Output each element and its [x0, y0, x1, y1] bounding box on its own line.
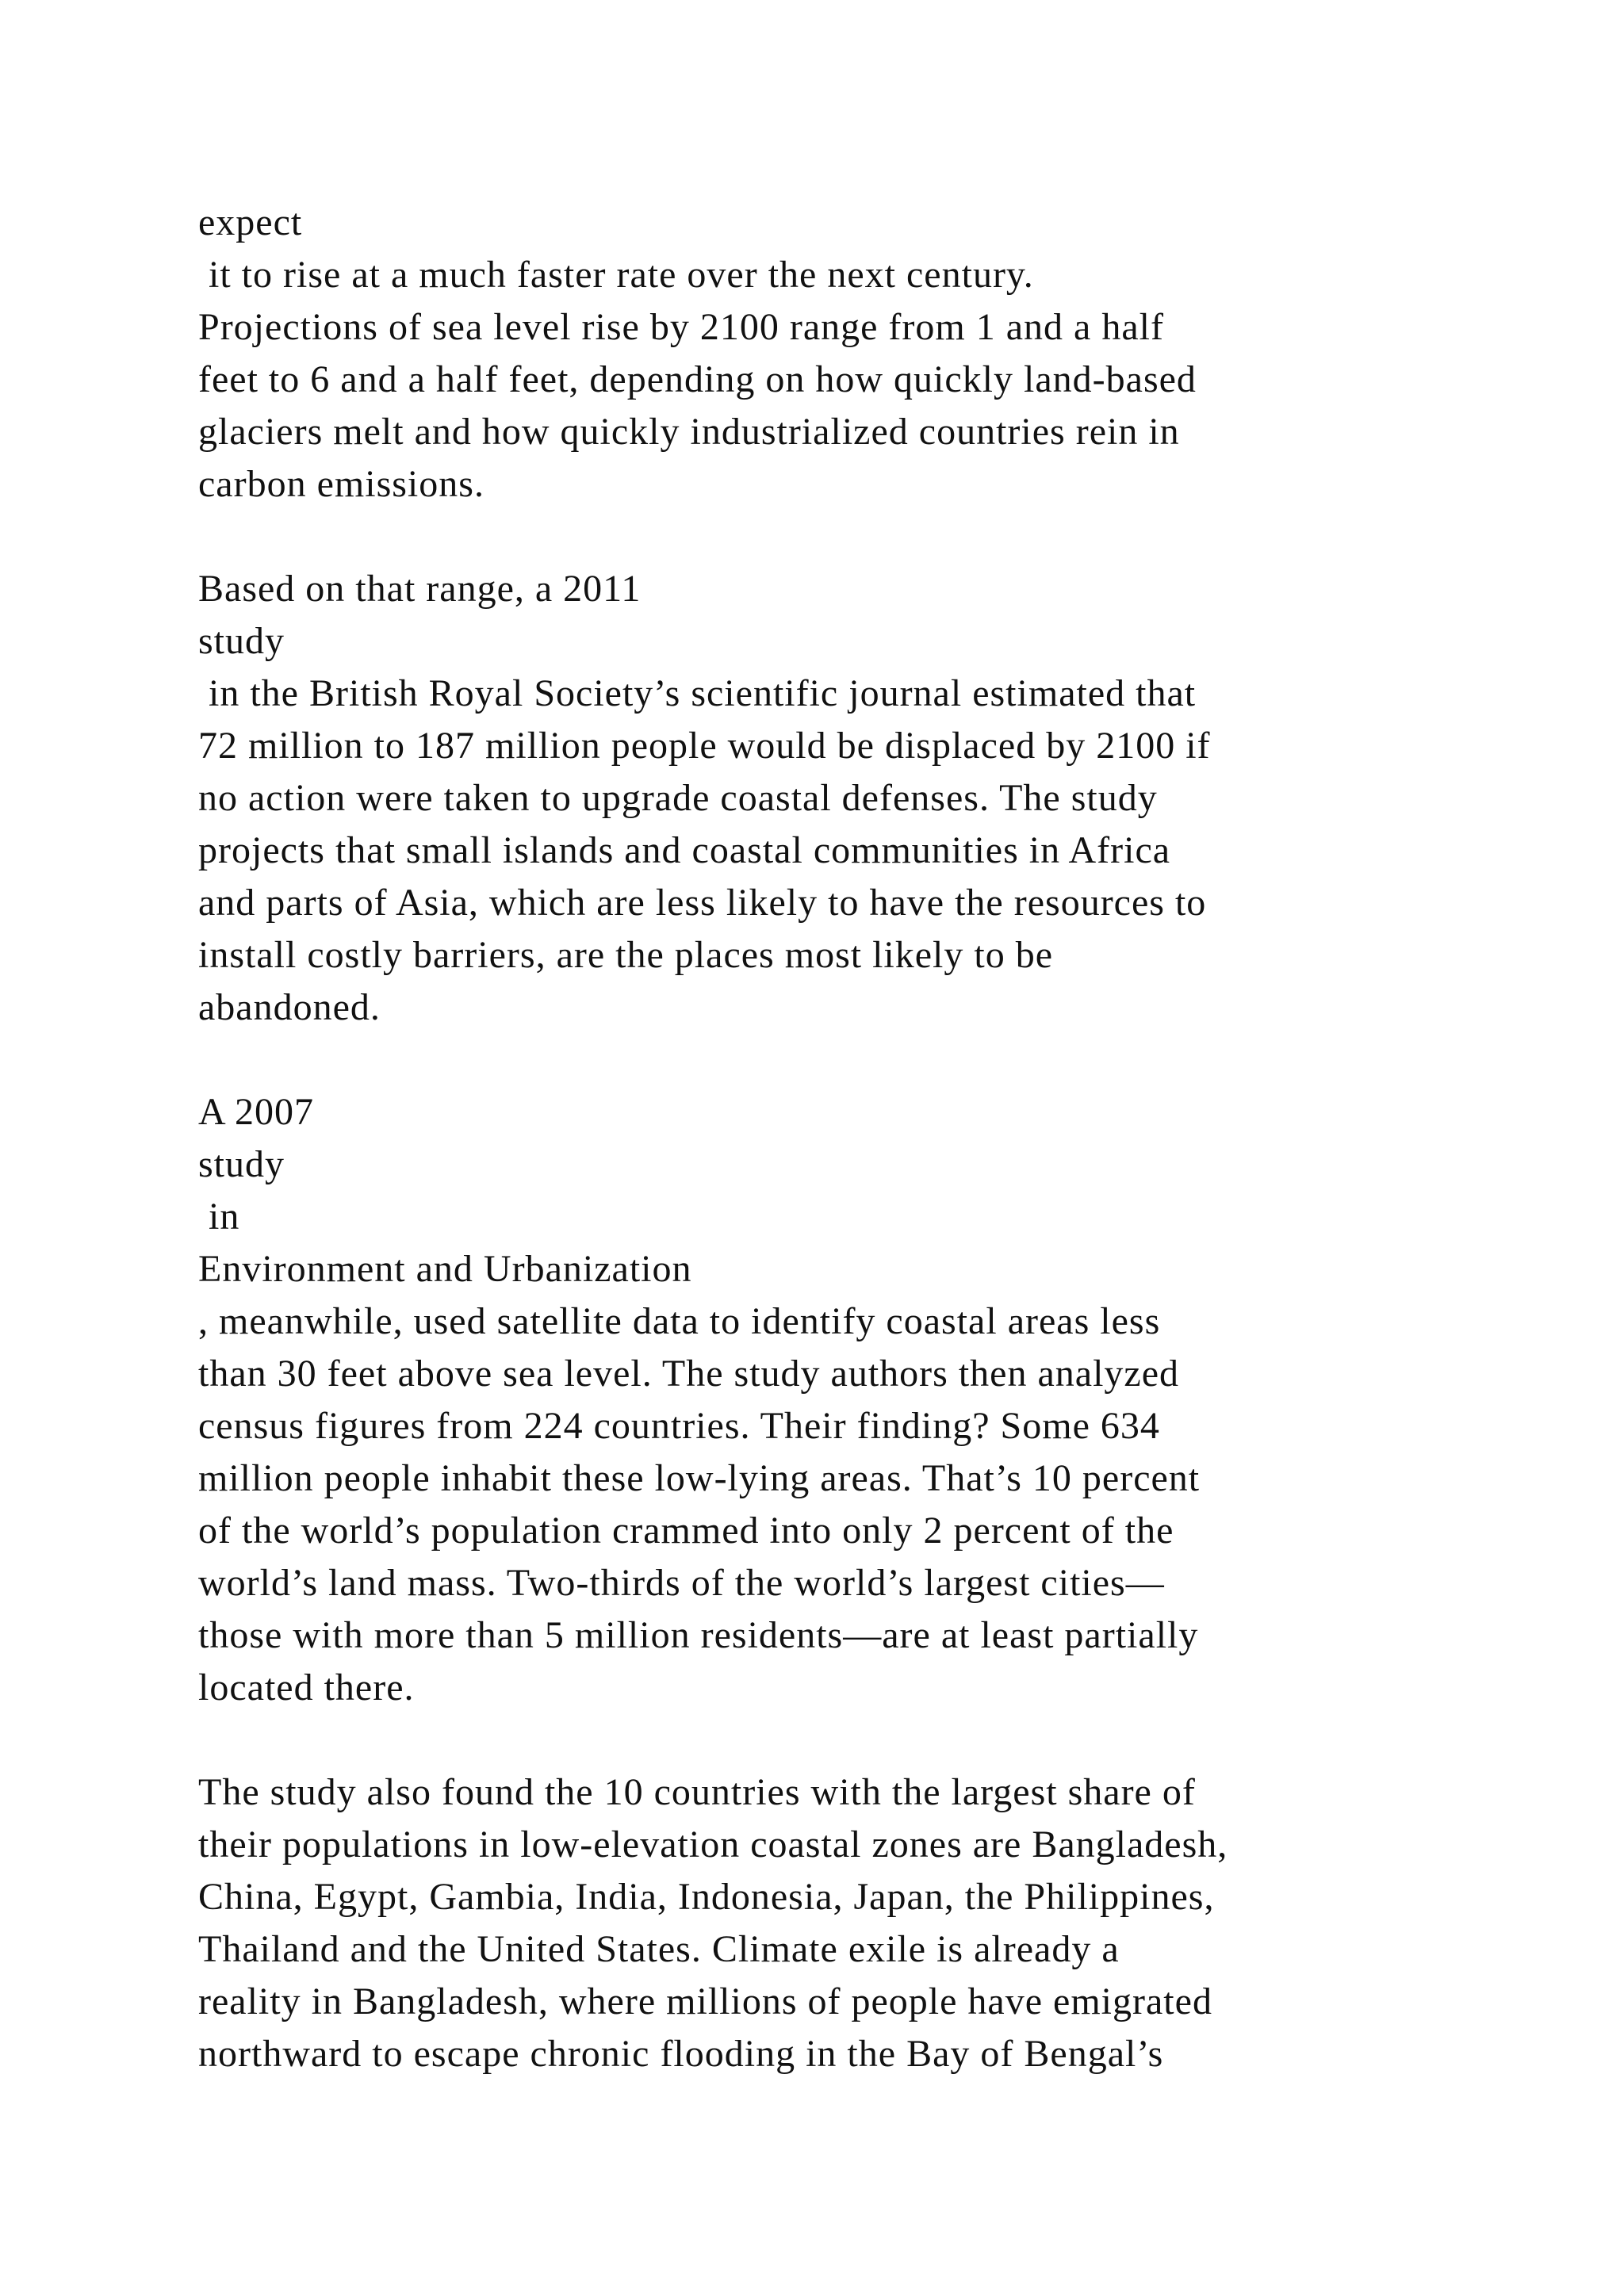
- text-line: million people inhabit these low-lying areas. That’s 10 percent: [198, 1457, 1201, 1499]
- text-line: their populations in low-elevation coastal zones are Bangladesh,: [198, 1823, 1228, 1866]
- text-line: in: [198, 1196, 240, 1238]
- text-line: Environment and Urbanization: [198, 1248, 692, 1290]
- paragraph-spacer: [198, 511, 1499, 563]
- text-line: The study also found the 10 countries with the largest share of: [198, 1771, 1196, 1813]
- text-line: carbon emissions.: [198, 463, 485, 505]
- text-line: of the world’s population crammed into only 2 percent of the: [198, 1510, 1174, 1552]
- paragraph-spacer: [198, 1714, 1499, 1766]
- text-line: world’s land mass. Two-thirds of the world’s largest cities—: [198, 1562, 1165, 1604]
- paragraph-1: [198, 197, 1499, 511]
- text-line: projects that small islands and coastal communities in Africa: [198, 829, 1171, 871]
- text-line: reality in Bangladesh, where millions of people have emigrated: [198, 1980, 1212, 2022]
- text-line: study: [198, 1143, 285, 1185]
- text-line: study: [198, 620, 285, 662]
- text-line: northward to escape chronic flooding in the Bay of Bengal’s: [198, 2033, 1164, 2075]
- text-line: Thailand and the United States. Climate exile is already a: [198, 1928, 1120, 1970]
- text-line: those with more than 5 million residents—are at least partially: [198, 1614, 1199, 1656]
- text-line: than 30 feet above sea level. The study authors then analyzed: [198, 1353, 1180, 1395]
- text-line: census figures from 224 countries. Their finding? Some 634: [198, 1405, 1160, 1447]
- text-line: A 2007: [198, 1091, 315, 1133]
- text-line: 72 million to 187 million people would be displaced by 2100 if: [198, 725, 1211, 767]
- text-line: Based on that range, a 2011: [198, 568, 642, 610]
- paragraph-2: [198, 563, 1499, 1034]
- document-body: [198, 197, 1499, 2080]
- text-line: feet to 6 and a half feet, depending on how quickly land-based: [198, 358, 1197, 400]
- text-line: no action were taken to upgrade coastal defenses. The study: [198, 777, 1158, 819]
- text-line: located there.: [198, 1667, 415, 1709]
- text-line: abandoned.: [198, 986, 381, 1028]
- text-line: and parts of Asia, which are less likely to have the resources to: [198, 882, 1207, 924]
- paragraph-spacer: [198, 1034, 1499, 1086]
- paragraph-3: [198, 1086, 1499, 1714]
- text-line: China, Egypt, Gambia, India, Indonesia, Japan, the Philippines,: [198, 1876, 1215, 1918]
- text-line: glaciers melt and how quickly industrialized countries rein in: [198, 411, 1180, 453]
- text-line: in the British Royal Society’s scientific journal estimated that: [198, 672, 1197, 714]
- paragraph-4: [198, 1766, 1499, 2080]
- text-line: it to rise at a much faster rate over the next century.: [198, 254, 1034, 296]
- text-line: Projections of sea level rise by 2100 range from 1 and a half: [198, 306, 1164, 348]
- text-line: install costly barriers, are the places most likely to be: [198, 934, 1054, 976]
- text-line: expect: [198, 201, 303, 243]
- text-line: , meanwhile, used satellite data to identify coastal areas less: [198, 1300, 1161, 1342]
